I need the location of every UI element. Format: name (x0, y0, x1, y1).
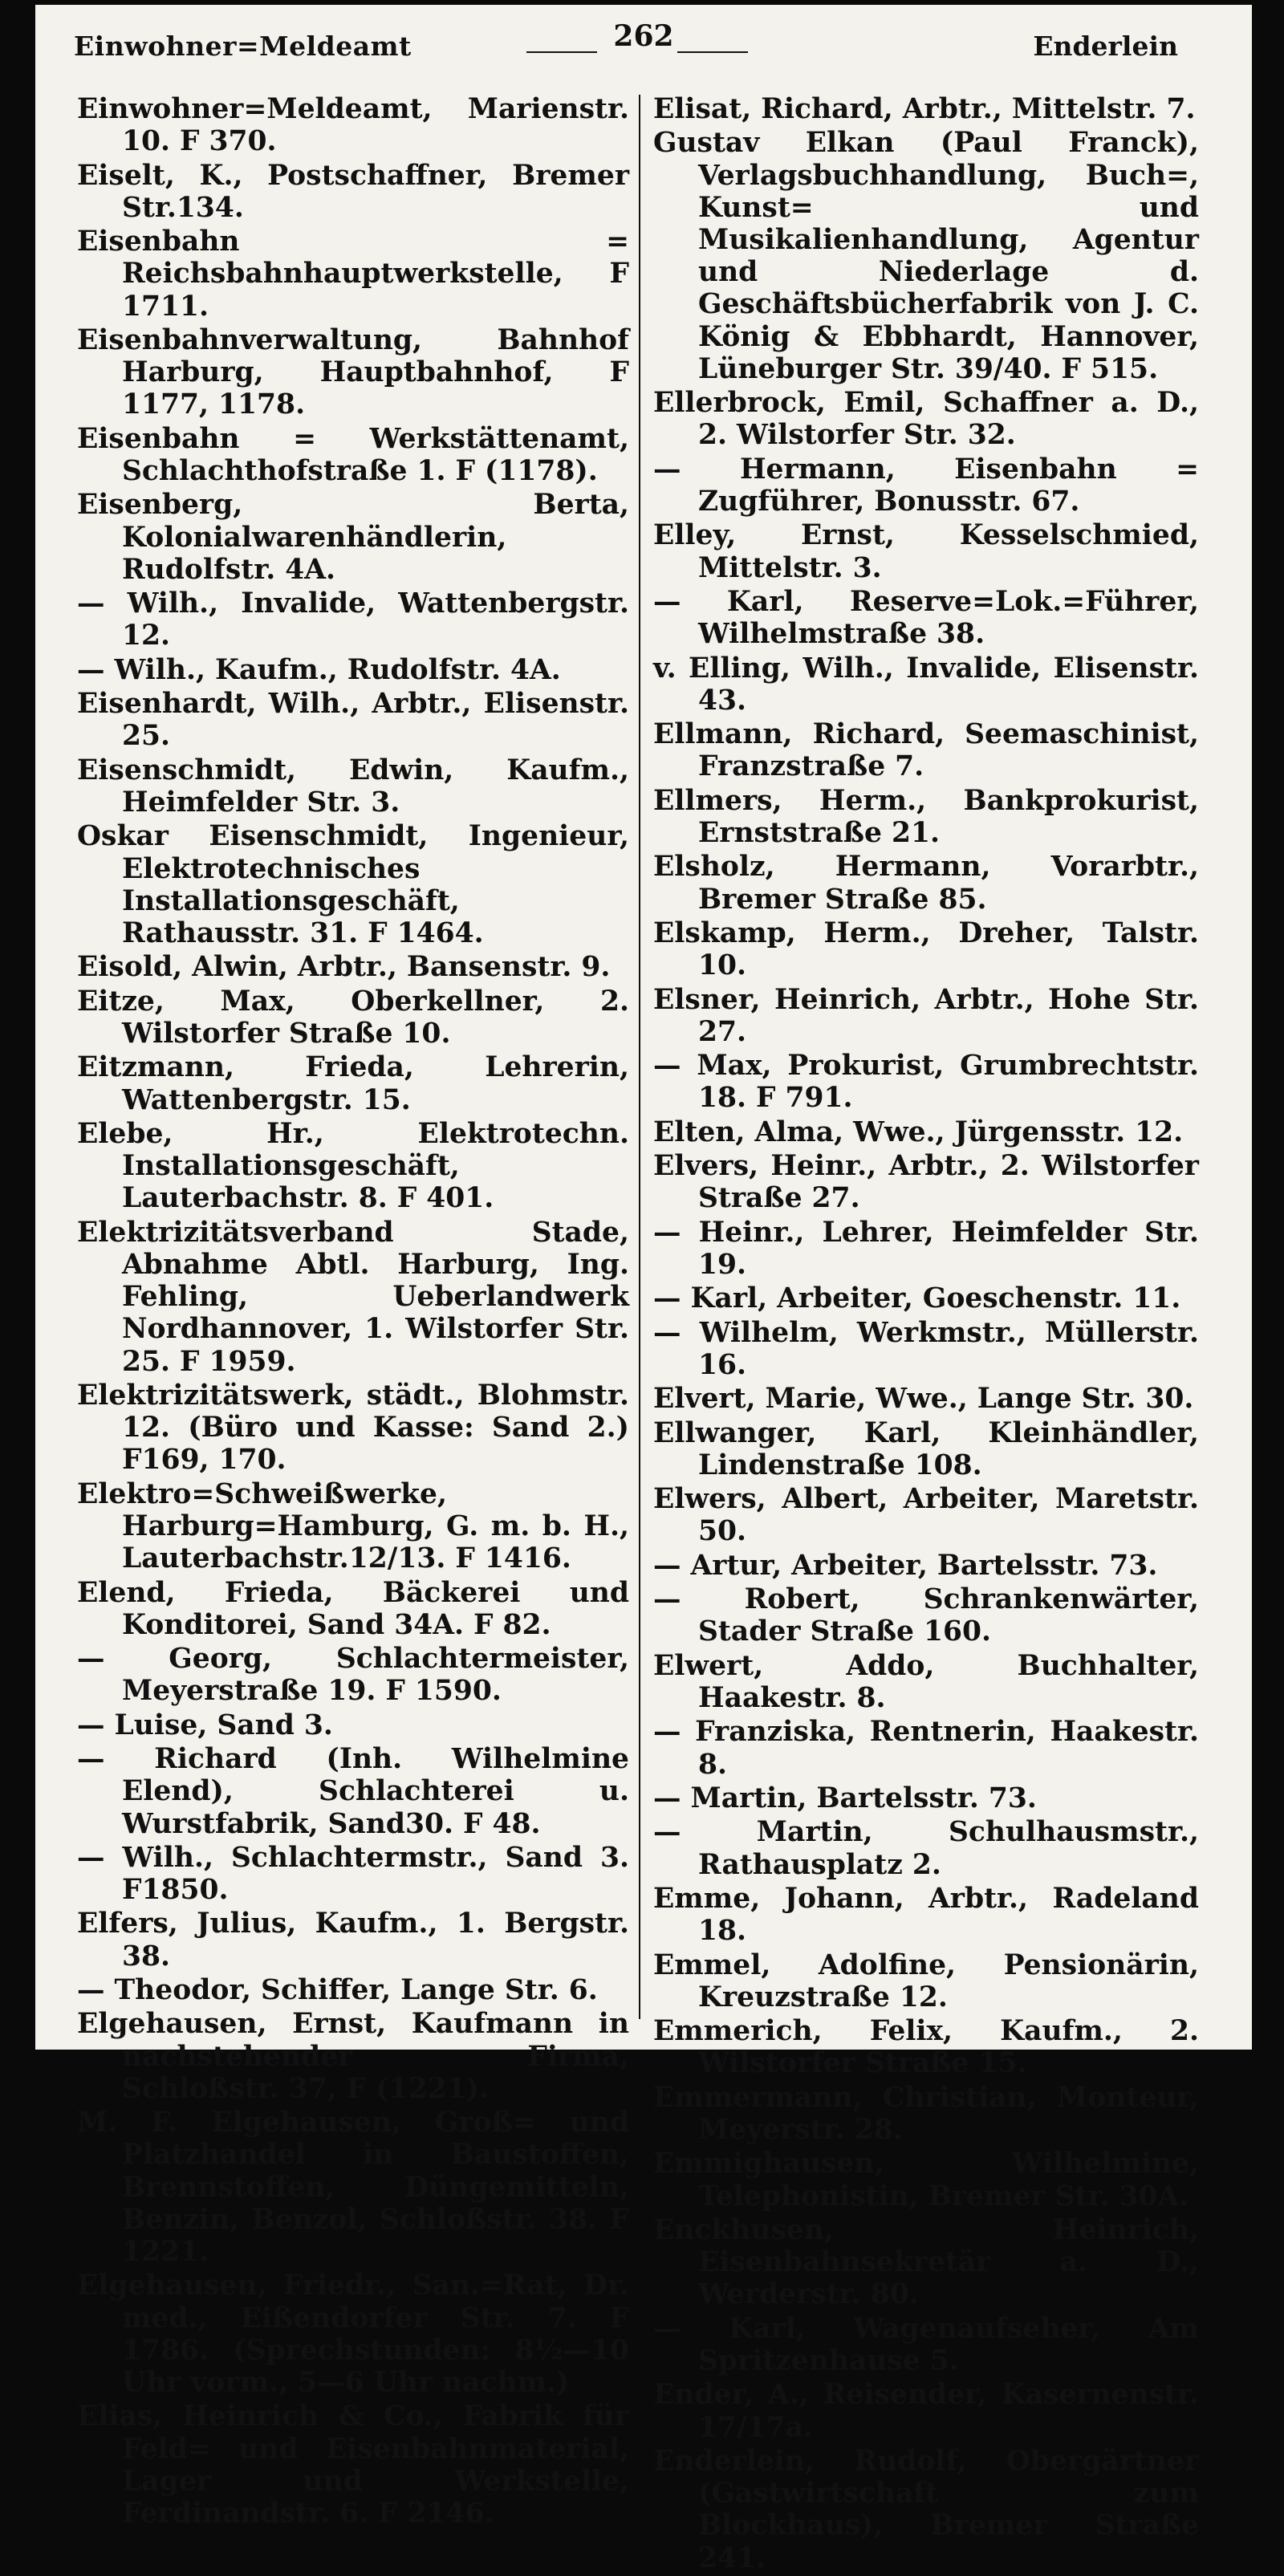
running-head-left: Einwohner=Meldeamt (74, 30, 412, 62)
directory-entry: Emmel, Adolfine, Pensionärin, Kreuzstraße 12. (653, 1948, 1199, 2013)
directory-entry: Elend, Frieda, Bäckerei und Konditorei, Sand 34A. F 82. (77, 1576, 629, 1641)
directory-entry: Elvers, Heinr., Arbtr., 2. Wilstorfer Straße 27. (653, 1150, 1199, 1215)
directory-entry: Ellmers, Herm., Bankprokurist, Ernststraße 21. (653, 784, 1199, 849)
directory-entry: Eisenbahn = Werkstättenamt, Schlachthofstraße 1. F (1178). (77, 422, 629, 487)
directory-entry: Eisenbahnverwaltung, Bahnhof Harburg, Hauptbahnhof, F 1177, 1178. (77, 323, 629, 421)
directory-entry: Elwert, Addo, Buchhalter, Haakestr. 8. (653, 1649, 1199, 1715)
directory-entry: Eisenschmidt, Edwin, Kaufm., Heimfelder Str. 3. (77, 754, 629, 819)
directory-entry: Elsholz, Hermann, Vorarbtr., Bremer Straße 85. (653, 851, 1199, 916)
directory-entry: M. F. Elgehausen, Groß= und Platzhandel in Baustoffen, Brennstoffen, Düngemitteln, Benzin, Benzol, Schloßstr. 38. F 1221. (77, 2107, 629, 2269)
directory-entry: Ender, A., Reisender, Kasernenstr. 17/17a. (653, 2379, 1199, 2444)
directory-entry: Eitze, Max, Oberkellner, 2. Wilstorfer Straße 10. (77, 985, 629, 1050)
directory-entry: Elskamp, Herm., Dreher, Talstr. 10. (653, 916, 1199, 982)
directory-entry: Elten, Alma, Wwe., Jürgensstr. 12. (653, 1115, 1184, 1148)
directory-entry: Eisenbahn = Reichsbahnhauptwerkstelle, F 1711. (77, 226, 629, 323)
directory-entry: Eiselt, K., Postschaffner, Bremer Str.134. (77, 159, 629, 224)
right-column (653, 93, 1199, 2576)
directory-entry: v. Elling, Wilh., Invalide, Elisenstr. 43. (653, 652, 1199, 717)
directory-entry: Elsner, Heinrich, Arbtr., Hohe Str. 27. (653, 983, 1199, 1048)
header-rule-right (677, 51, 748, 53)
directory-entry: Einwohner=Meldeamt, Marienstr. 10. F 370. (77, 93, 629, 158)
directory-entry: Ellerbrock, Emil, Schaffner a. D., 2. Wilstorfer Str. 32. (653, 387, 1199, 452)
directory-entry: — Robert, Schrankenwärter, Stader Straße 160. (653, 1583, 1199, 1648)
directory-entry: Eisold, Alwin, Arbtr., Bansenstr. 9. (77, 951, 611, 984)
directory-entry: Elwers, Albert, Arbeiter, Maretstr. 50. (653, 1483, 1199, 1548)
directory-entry: — Wilh., Schlachtermstr., Sand 3. F1850. (77, 1841, 629, 1907)
directory-page (35, 5, 1252, 2574)
directory-entry: Ellmann, Richard, Seemaschinist, Franzstraße 7. (653, 718, 1199, 783)
running-head-right: Enderlein (1033, 30, 1178, 62)
directory-entry: Elektro=Schweißwerke, Harburg=Hamburg, G. m. b. H., Lauterbachstr.12/13. F 1416. (77, 1477, 629, 1575)
directory-entry: Elley, Ernst, Kesselschmied, Mittelstr. 3. (653, 519, 1199, 584)
directory-entry: — Heinr., Lehrer, Heimfelder Str. 19. (653, 1216, 1199, 1281)
directory-entry: Eitzmann, Frieda, Lehrerin, Wattenbergstr. 15. (77, 1051, 629, 1116)
directory-entry: Elebe, Hr., Elektrotechn. Installationsgeschäft, Lauterbachstr. 8. F 401. (77, 1117, 629, 1215)
directory-entry: Emme, Johann, Arbtr., Radeland 18. (653, 1883, 1199, 1948)
directory-entry: — Hermann, Eisenbahn = Zugführer, Bonusstr. 67. (653, 453, 1199, 518)
directory-entry: — Karl, Reserve=Lok.=Führer, Wilhelmstraße 38. (653, 585, 1199, 651)
header-rule-left (526, 51, 597, 53)
directory-entry: Enderlein, Rudolf, Obergärtner (Gastwirtschaft zum Blockhaus), Bremer Straße 241. (653, 2444, 1199, 2574)
column-divider (639, 95, 640, 2019)
directory-entry: — Karl, Wagenaufseher, Am Spritzenhause 5. (653, 2312, 1199, 2377)
directory-entry: — Max, Prokurist, Grumbrechtstr. 18. F 791. (653, 1050, 1199, 1115)
directory-entry: Elgehausen, Friedr., San.=Rat, Dr. med., Eißendorfer Str. 7. F 1786. (Sprechstunden: 8½—10 Uhr vorm., 5—6 Uhr nachm.) (77, 2269, 629, 2399)
directory-entry: — Artur, Arbeiter, Bartelsstr. 73. (653, 1549, 1158, 1582)
directory-entry: Elias, Heinrich & Co., Fabrik für Feld= und Eisenbahnmaterial, Lager und Werkstelle, Ferdinandstr. 6. F 2146. (77, 2400, 629, 2530)
directory-entry: — Wilhelm, Werkmstr., Müllerstr. 16. (653, 1316, 1199, 1381)
directory-entry: Gustav Elkan (Paul Franck), Verlagsbuchhandlung, Buch=, Kunst= und Musikalienhandlung, Agentur und Niederlage d. Geschäftsbücherfabrik von J. C. König & Ebbhardt, Hannover, Lüneburger Str. 39/40. F 515. (653, 127, 1199, 385)
directory-entry: Elgehausen, Ernst, Kaufmann in nachstehender Firma, Schloßstr. 37, F (1221). (77, 2008, 629, 2105)
directory-entry: — Luise, Sand 3. (77, 1709, 333, 1741)
page-header (35, 19, 1252, 67)
directory-entry: Elektrizitätswerk, städt., Blohmstr. 12. (Büro und Kasse: Sand 2.) F169, 170. (77, 1379, 629, 1477)
directory-entry: — Theodor, Schiffer, Lange Str. 6. (77, 1974, 598, 2007)
directory-entry: — Martin, Schulhausmstr., Rathausplatz 2. (653, 1816, 1199, 1881)
directory-entry: — Richard (Inh. Wilhelmine Elend), Schlachterei u. Wurstfabrik, Sand30. F 48. (77, 1743, 629, 1840)
directory-entry: — Georg, Schlachtermeister, Meyerstraße 19. F 1590. (77, 1643, 629, 1708)
directory-entry: — Franziska, Rentnerin, Haakestr. 8. (653, 1716, 1199, 1781)
directory-entry: Emmermann, Christian, Monteur, Meyerstr. 28. (653, 2081, 1199, 2147)
directory-entry: Elvert, Marie, Wwe., Lange Str. 30. (653, 1383, 1194, 1416)
page-number: 262 (613, 19, 674, 53)
directory-entry: Enckhusen, Heinrich, Eisenbahnsekretär a. D., Werderstr. 80. (653, 2214, 1199, 2311)
directory-entry: Eisenberg, Berta, Kolonialwarenhändlerin, Rudolfstr. 4A. (77, 489, 629, 586)
directory-entry: Elisat, Richard, Arbtr., Mittelstr. 7. (653, 93, 1196, 125)
directory-entry: Ellwanger, Karl, Kleinhändler, Lindenstraße 108. (653, 1416, 1199, 1481)
directory-entry: — Wilh., Invalide, Wattenbergstr. 12. (77, 587, 629, 652)
directory-entry: Elfers, Julius, Kaufm., 1. Bergstr. 38. (77, 1908, 629, 1973)
directory-entry: Emmerich, Felix, Kaufm., 2. Wilstorfer Straße 15. (653, 2015, 1199, 2080)
directory-entry: Emmighausen, Wilhelmine, Telephonistin, Bremer Str. 30A. (653, 2147, 1199, 2212)
directory-entry: Oskar Eisenschmidt, Ingenieur, Elektrotechnisches Installationsgeschäft, Rathausstr. 31. F 1464. (77, 820, 629, 949)
left-column (77, 93, 629, 2531)
directory-entry: — Karl, Arbeiter, Goeschenstr. 11. (653, 1282, 1181, 1315)
directory-entry: — Wilh., Kaufm., Rudolfstr. 4A. (77, 653, 561, 686)
directory-entry: Elektrizitätsverband Stade, Abnahme Abtl. Harburg, Ing. Fehling, Ueberlandwerk Nordhannover, 1. Wilstorfer Str. 25. F 1959. (77, 1216, 629, 1378)
directory-entry: Eisenhardt, Wilh., Arbtr., Elisenstr. 25. (77, 688, 629, 753)
directory-entry: — Martin, Bartelsstr. 73. (653, 1782, 1037, 1815)
